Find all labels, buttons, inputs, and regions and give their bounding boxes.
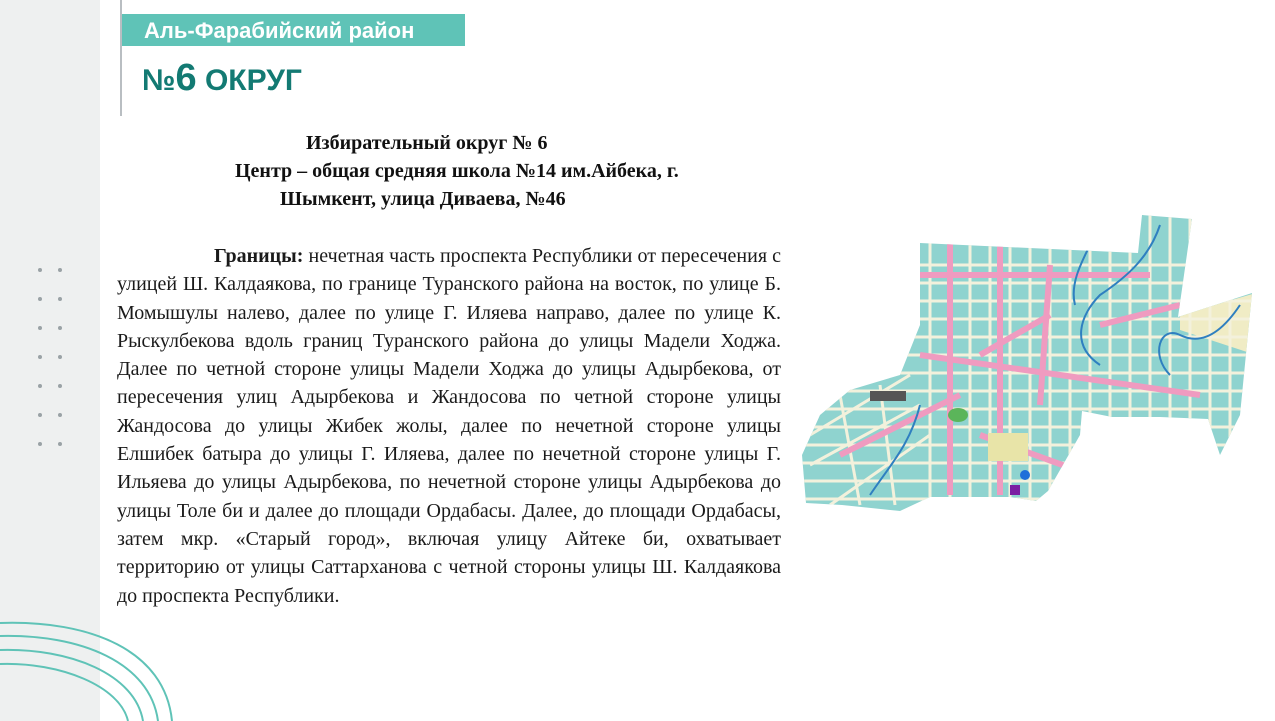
decor-dots <box>32 268 72 458</box>
okrug-sign: № <box>142 64 176 97</box>
boundaries-label: Границы: <box>214 245 304 267</box>
okrug-heading <box>142 56 302 100</box>
boundaries-paragraph <box>117 242 781 610</box>
boundaries-text: нечетная часть проспекта Республики от пересечения с улицей Ш. Калдаякова, по границе Туранского района на восток, по улице Б. Момышулы налево, далее по улице Г. Иляева направо, далее по улице К. Рыскулбекова вдоль границ Туранского района до улицы Мадели Ходжа. Далее по четной стороне улицы Мадели Ходжа до улицы Адырбекова, от пересечения улиц Адырбекова и Жандосова по четной стороне улицы Жандосова до улицы Жибек жолы, далее по нечетной стороне улицы Елшибек батыра до улицы Г. Иляева, далее по нечетной стороне улицы Г. Ильяева до улицы Адырбекова, по нечетной стороне улицы Адырбекова до улицы Толе би и далее до площади Ордабасы. Далее, до площади Ордабасы, затем мкр. «Старый город», включая улицу Айтеке би, охватывает территорию от улицы Саттарханова с четной стороны улицы Ш. Калдаякова до проспекта Республики. <box>117 245 782 607</box>
okrug-number: 6 <box>175 57 197 99</box>
title-line-3: Шымкент, улица Диваева, №46 <box>280 188 566 210</box>
decor-curves <box>0 610 180 721</box>
district-name: Аль-Фарабийский район <box>144 18 415 43</box>
title-line-1: Избирательный округ № 6 <box>306 132 548 154</box>
okrug-word: ОКРУГ <box>204 64 302 97</box>
title-line-2: Центр – общая средняя школа №14 им.Айбека, г. <box>235 160 679 182</box>
district-map <box>800 205 1260 515</box>
